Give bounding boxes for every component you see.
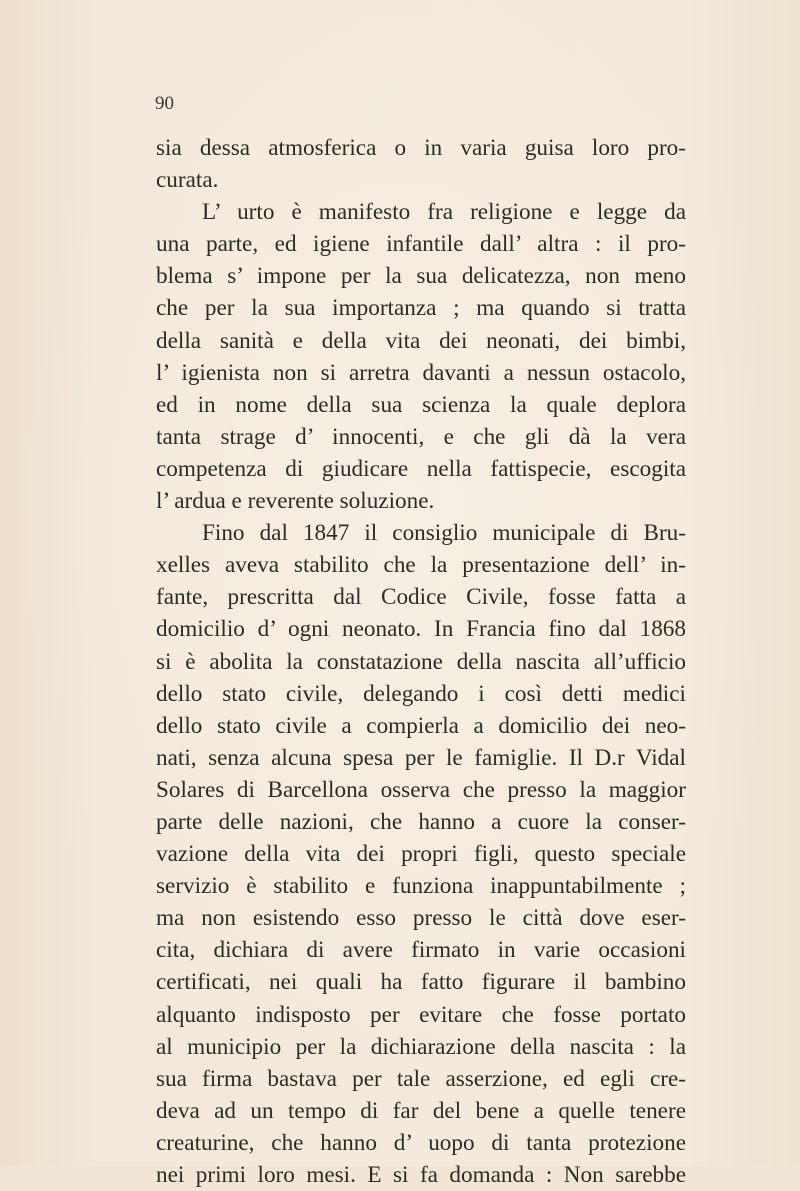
text-line: ed in nome della sua scienza la quale deplora [156,391,686,418]
text-line: ma non esistendo esso presso le città dove eser- [156,905,686,932]
text-line: Fino dal 1847 il consiglio municipale di Bru- [202,520,686,547]
text-line: l’ ardua e reverente soluzione. [156,488,435,515]
text-line: tanta strage d’ innocenti, e che gli dà la vera [156,423,686,450]
text-line: competenza di giudicare nella fattispecie, escogita [156,455,686,482]
page-number: 90 [155,93,174,114]
text-line: xelles aveva stabilito che la presentazione dell’ in- [156,552,686,579]
text-line: certificati, nei quali ha fatto figurare il bambino [156,969,686,996]
text-line: fante, prescritta dal Codice Civile, fosse fatta a [156,584,686,611]
text-line: una parte, ed igiene infantile dall’ altra : il pro- [156,231,686,258]
text-line: della sanità e della vita dei neonati, dei bimbi, [156,327,686,354]
text-line: cita, dichiara di avere firmato in varie occasioni [156,937,686,964]
text-line: L’ urto è manifesto fra religione e legge da [202,199,686,226]
text-line: domicilio d’ ogni neonato. In Francia fino dal 1868 [156,616,686,643]
text-line: al municipio per la dichiarazione della nascita : la [156,1033,686,1060]
text-line: sua firma bastava per tale asserzione, ed egli cre- [156,1065,686,1092]
text-line: parte delle nazioni, che hanno a cuore la conser- [156,808,686,835]
text-line: nei primi loro mesi. E si fa domanda : Non sarebbe [156,1162,686,1188]
text-line: vazione della vita dei propri figli, questo speciale [156,841,686,868]
text-line: Solares di Barcellona osserva che presso la maggior [156,776,686,803]
text-line: si è abolita la constatazione della nascita all’ufficio [156,648,686,675]
text-line: dello stato civile, delegando i così detti medici [156,680,686,707]
text-line: dello stato civile a compierla a domicilio dei neo- [156,712,686,739]
body-text [156,132,686,1191]
text-line: deva ad un tempo di far del bene a quelle tenere [156,1097,686,1124]
text-line: che per la sua importanza ; ma quando si tratta [156,295,686,322]
text-line: alquanto indisposto per evitare che fosse portato [156,1001,686,1028]
text-line: nati, senza alcuna spesa per le famiglie. Il D.r Vidal [156,744,686,771]
text-line: l’ igienista non si arretra davanti a nessun ostacolo, [156,359,686,386]
text-line: blema s’ impone per la sua delicatezza, non meno [156,263,686,290]
text-line: servizio è stabilito e funziona inappuntabilmente ; [156,873,686,900]
text-line: curata. [156,167,219,194]
text-line: sia dessa atmosferica o in varia guisa loro pro- [156,135,686,161]
text-line: creaturine, che hanno d’ uopo di tanta protezione [156,1129,686,1156]
